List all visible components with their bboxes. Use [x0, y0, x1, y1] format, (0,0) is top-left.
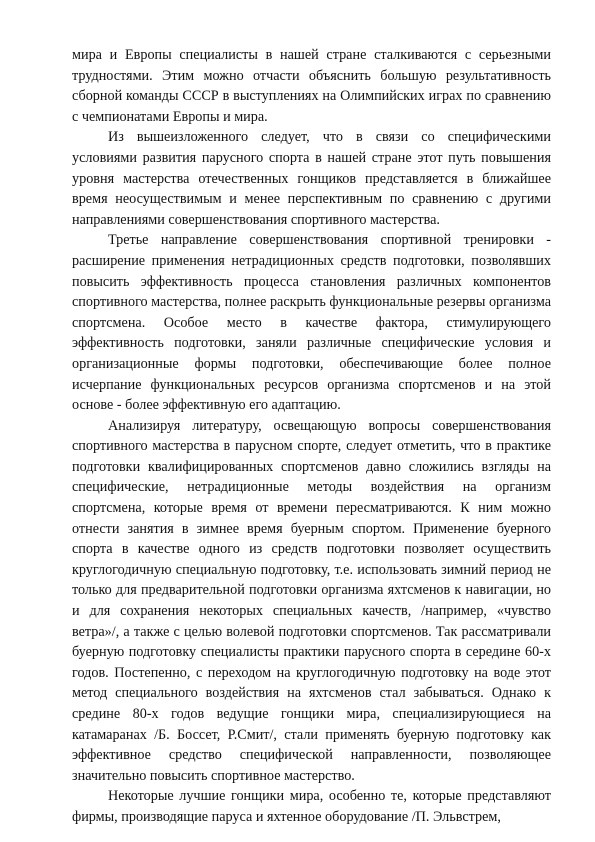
paragraph-top-racers: Некоторые лучшие гонщики мира, особенно те, которые представляют фирмы, производящие паруса и яхтенное оборудование /П. Эльвстрем, [72, 788, 551, 825]
body-text [72, 45, 551, 828]
paragraph-continuation: мира и Европы специалисты в нашей стране сталкиваются с серьезными трудностями. Этим можно отчасти объяснить большую результативность сборной команды СССР в выступлениях на Олимпийских играх по сравнению с чемпионатами Европы и мира. [72, 47, 551, 125]
paragraph-conclusion: Из вышеизложенного следует, что в связи со специфическими условиями развития парусного спорта в нашей стране этот путь повышения уровня мастерства отечественных гонщиков представляется в ближайшее время неосуществимым и менее перспективным по сравнению с другими направлениями совершенствования спортивного мастерства. [72, 129, 551, 228]
paragraph-third-direction: Третье направление совершенствования спортивной тренировки - расширение применения нетрадиционных средств подготовки, позволявших повысить эффективность процесса становления различных компонентов спортивного мастерства, полнее раскрыть функциональные резервы организма спортсмена. Особое место в качестве фактора, стимулирующего эффективность подготовки, заняли различные специфические условия и организационные формы подготовки, обеспечивающие более полное исчерпание функциональных ресурсов организма спортсменов и на этой основе - более эффективную его адаптацию. [72, 232, 552, 414]
paragraph-literature-analysis: Анализируя литературу, освещающую вопросы совершенствования спортивного мастерства в парусном спорте, следует отметить, что в практике подготовки квалифицированных спортсменов давно сложились взгляды на специфические, нетрадиционные методы воздействия на организм спортсмена, которые время от времени пересматриваются. К ним можно отнести занятия в зимнее время буерным спортом. Применение буерного спорта в качестве одного из средств подготовки позволяет осуществить круглогодичную специальную подготовку, т.е. использовать зимний период не только для предварительной подготовки организма яхтсменов к навигации, но и для сохранения некоторых специальных качеств, /например, «чувство ветра»/, а также с целью волевой подготовки спортсменов. Так рассматривали буерную подготовку специалисты практики парусного спорта в середине 60-х годов. Постепенно, с переходом на круглогодичную подготовку на воде этот метод специального воздействия на яхтсменов стал забываться. Однако к средине 80-х годов ведущие гонщики мира, специализирующиеся на катамаранах /Б. Боссет, Р.Смит/, стали применять буерную подготовку как эффективное средство специфической направленности, позволяющее значительно повысить спортивное мастерство. [72, 417, 551, 784]
